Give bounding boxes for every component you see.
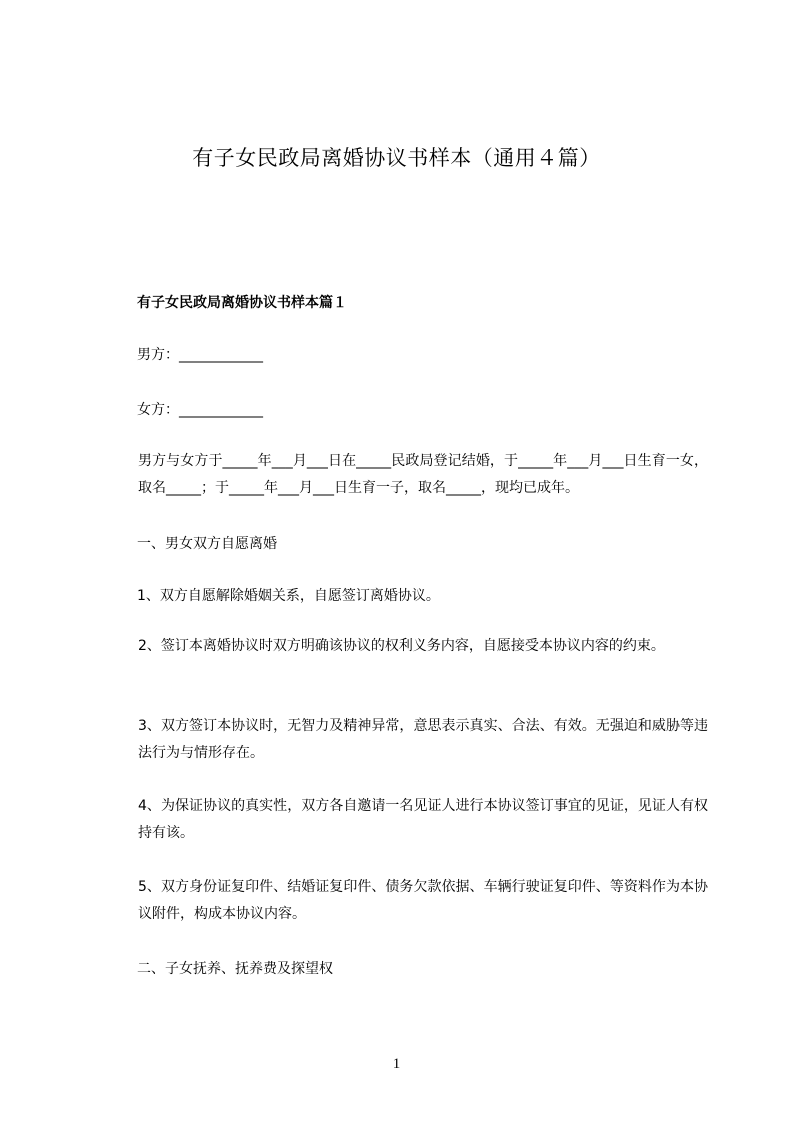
- clause-item-1: 1、双方自愿解除婚姻关系，自愿签订离婚协议。: [137, 588, 440, 604]
- part1-heading: 一、男女双方自愿离婚: [137, 536, 277, 552]
- clause-item-5: [106, 874, 708, 928]
- clause-item-3: [106, 713, 708, 767]
- section-heading: 有子女民政局离婚协议书样本篇１: [137, 295, 347, 311]
- male-party-line: 男方：____________: [137, 347, 263, 363]
- clause-item-3-text: 3、双方签订本协议时，无智力及精神异常，意思表示真实、合法、有效。无强迫和威胁等违法行为与情形存在。: [138, 718, 708, 761]
- page-number: 1: [392, 1056, 401, 1072]
- clause-item-5-text: 5、双方身份证复印件、结婚证复印件、债务欠款依据、车辆行驶证复印件、等资料作为本协议附件，构成本协议内容。: [138, 879, 708, 922]
- female-party-line: 女方：____________: [137, 402, 263, 418]
- marriage-paragraph: [106, 448, 708, 502]
- clause-item-4-text: 4、为保证协议的真实性，双方各自邀请一名见证人进行本协议签订事宜的见证，见证人有权持有该。: [138, 798, 708, 841]
- marriage-paragraph-text: 男方与女方于_____年___月___日在_____民政局登记结婚，于_____年___月___日生育一女，取名_____；于_____年___月___日生育一子，取名_____，现均已成年。: [138, 453, 708, 496]
- part2-heading: 二、子女抚养、抚养费及探望权: [137, 961, 333, 977]
- clause-item-2-text: 2、签订本离婚协议时双方明确该协议的权利义务内容，自愿接受本协议内容的约束。: [138, 638, 665, 654]
- clause-item-4: [106, 793, 708, 847]
- clause-item-2: [106, 633, 708, 660]
- document-title: 有子女民政局离婚协议书样本（通用４篇）: [192, 146, 601, 170]
